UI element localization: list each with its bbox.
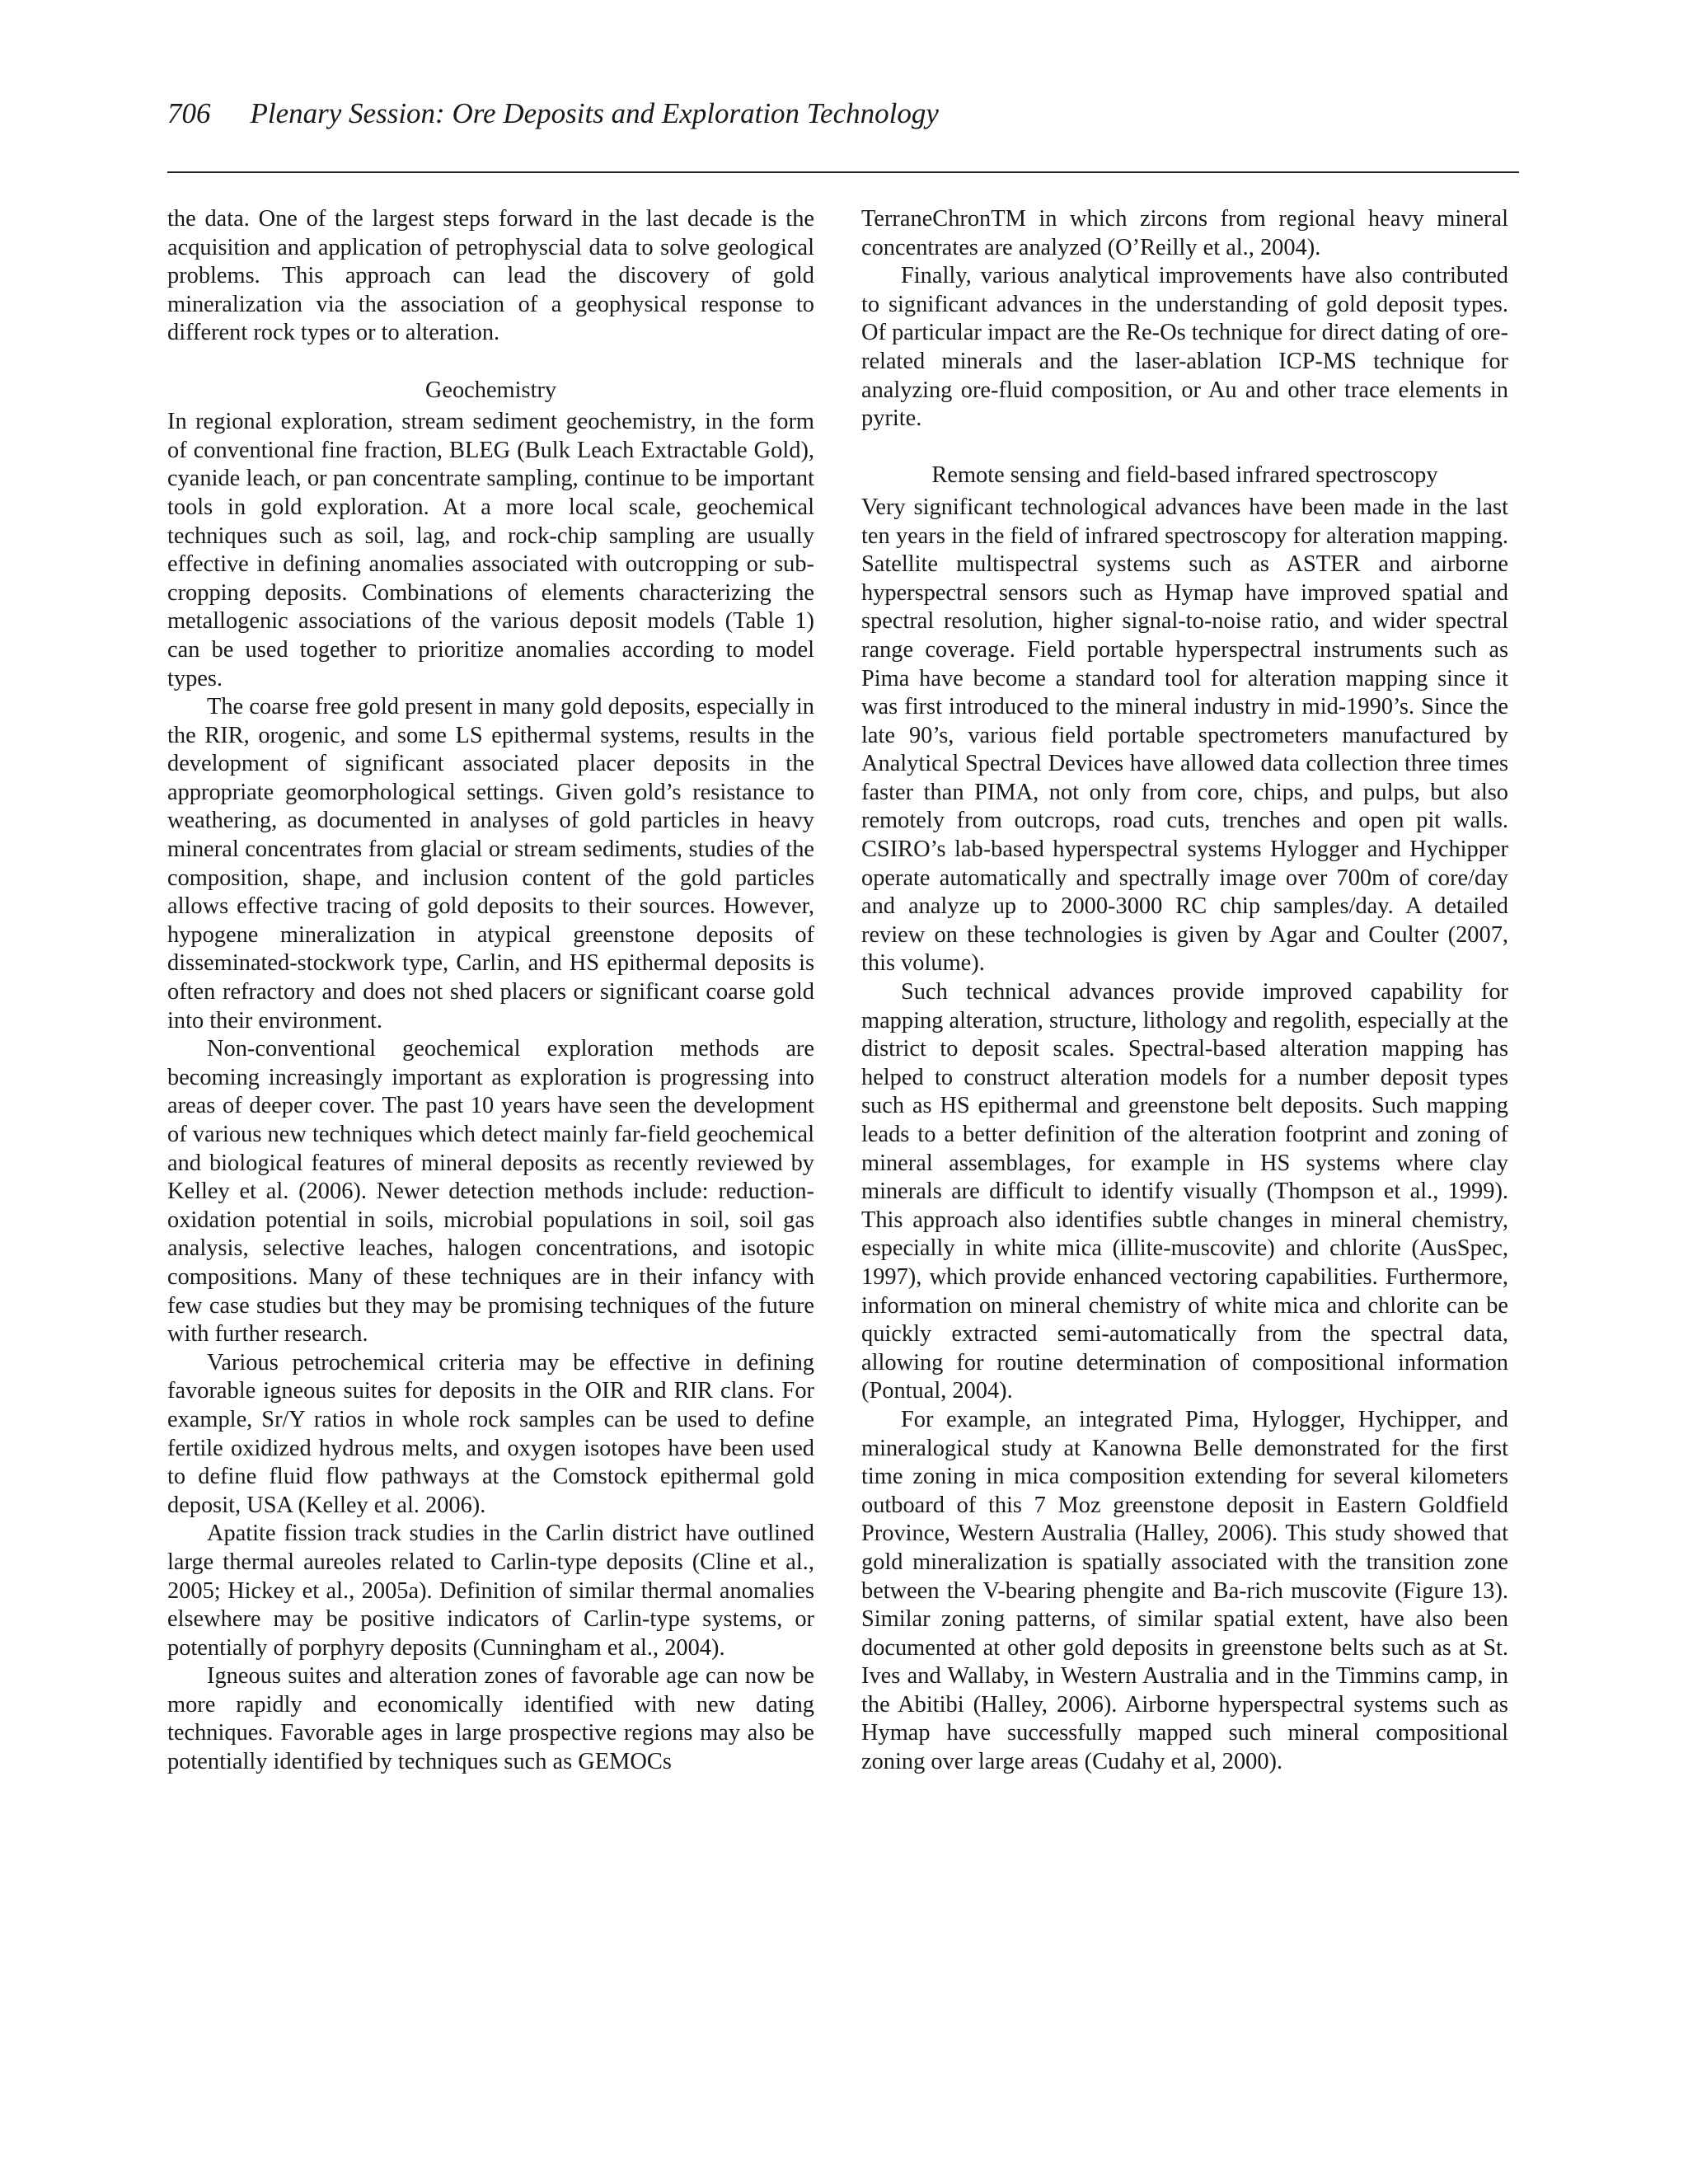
section-heading-geochemistry: Geochemistry [424, 377, 557, 403]
paragraph-continued: the data. One of the largest steps forward in the last decade is the acquisition and application of petrophyscial data to solve geological problems. This approach can lead the discovery of gold mineralization via the association of a geophysical response to different rock types or to alteration. [167, 206, 814, 346]
right-column [861, 205, 1508, 1777]
paragraph: In regional exploration, stream sediment geochemistry, in the form of conventional fine fraction, BLEG (Bulk Leach Extractable Gold), cyanide leach, or pan concentrate sampling, continue to be important tools in gold exploration. At a more local scale, geochemical techniques such as soil, lag, and rock-chip sampling are usually effective in defining anomalies associated with outcropping or sub-cropping deposits. Combinations of elements characterizing the metallogenic associations of the various deposit models (Table 1) can be used together to prioritize anomalies according to model types. [167, 409, 814, 691]
paragraph: Very significant technological advances have been made in the last ten years in the field of infrared spectroscopy for alteration mapping. Satellite multispectral systems such as ASTER and airborne hyperspectral sensors such as Hymap have improved spatial and spectral resolution, higher signal-to-noise ratio, and wider spectral range coverage. Field portable hyperspectral instruments such as Pima have become a standard tool for alteration mapping since it was first introduced to the mineral industry in mid-1990’s. Since the late 90’s, various field portable spectrometers manufactured by Analytical Spectral Devices have allowed data collection three times faster than PIMA, not only from core, chips, and pulps, but also remotely from outcrops, road cuts, trenches and open pit walls. CSIRO’s lab-based hyperspectral systems Hylogger and Hychipper operate automatically and spectrally image over 700m of core/day and analyze up to 2000-3000 RC chip samples/day. A detailed review on these technologies is given by Agar and Coulter (2007, this volume). [861, 494, 1508, 977]
paragraph: The coarse free gold present in many gold deposits, especially in the RIR, orogenic, and some LS epithermal systems, results in the development of significant associated placer deposits in the appropriate geomorphological settings. Given gold’s resistance to weathering, as documented in analyses of gold particles in heavy mineral concentrates from glacial or stream sediments, studies of the composition, shape, and inclusion content of the gold particles allows effective tracing of gold deposits to their sources. However, hypogene mineralization in atypical greenstone deposits of disseminated-stockwork type, Carlin, and HS epithermal deposits is often refractory and does not shed placers or significant coarse gold into their environment. [167, 694, 814, 1033]
paragraph: Igneous suites and alteration zones of favorable age can now be more rapidly and economically identified with new dating techniques. Favorable ages in large prospective regions may also be potentially identified by techniques such as GEMOCs [167, 1663, 814, 1775]
section-spacer [861, 434, 1508, 462]
paragraph: Non-conventional geochemical exploration methods are becoming increasingly important as exploration is progressing into areas of deeper cover. The past 10 years have seen the development of various new techniques which detect mainly far-field geochemical and biological features of mineral deposits as recently reviewed by Kelley et al. (2006). Newer detection methods include: reduction-oxidation potential in soils, microbial populations in soil, soil gas analysis, selective leaches, halogen concentrations, and isotopic compositions. Many of these techniques are in their infancy with few case studies but they may be promising techniques of the future with further research. [167, 1036, 814, 1347]
section-heading-remote-sensing: Remote sensing and field-based infrared spectroscopy [931, 462, 1438, 489]
running-title: Plenary Session: Ore Deposits and Exploration Technology [250, 97, 939, 129]
left-column [167, 205, 814, 1777]
paragraph: Various petrochemical criteria may be effective in defining favorable igneous suites for deposits in the OIR and RIR clans. For example, Sr/Y ratios in whole rock samples can be used to define fertile oxidized hydrous melts, and oxygen isotopes have been used to define fluid flow pathways at the Comstock epithermal gold deposit, USA (Kelley et al. 2006). [167, 1349, 814, 1518]
paragraph: Such technical advances provide improved capability for mapping alteration, structure, lithology and regolith, especially at the district to deposit scales. Spectral-based alteration mapping has helped to construct alteration models for a number deposit types such as HS epithermal and greenstone belt deposits. Such mapping leads to a better definition of the alteration footprint and zoning of mineral assemblages, for example in HS systems where clay minerals are difficult to identify visually (Thompson et al., 1999). This approach also identifies subtle changes in mineral chemistry, especially in white mica (illite-muscovite) and chlorite (AusSpec, 1997), which provide enhanced vectoring capabilities. Furthermore, information on mineral chemistry of white mica and chlorite can be quickly extracted semi-automatically from the spectral data, allowing for routine determination of compositional information (Pontual, 2004). [861, 979, 1508, 1404]
header-rule [167, 171, 1519, 173]
paragraph: Apatite fission track studies in the Carlin district have outlined large thermal aureoles related to Carlin-type deposits (Cline et al., 2005; Hickey et al., 2005a). Definition of similar thermal anomalies elsewhere may be positive indicators of Carlin-type systems, or potentially of porphyry deposits (Cunningham et al., 2004). [167, 1521, 814, 1661]
paragraph-continued: TerraneChronTM in which zircons from regional heavy mineral concentrates are analyzed (O’Reilly et al., 2004). [861, 206, 1508, 260]
section-spacer [167, 348, 814, 377]
running-header [167, 97, 1519, 130]
paragraph: Finally, various analytical improvements have also contributed to significant advances in the understanding of gold deposit types. Of particular impact are the Re-Os technique for direct dating of ore-related minerals and the laser-ablation ICP-MS technique for analyzing ore-fluid composition, or Au and other trace elements in pyrite. [861, 263, 1508, 432]
paragraph: For example, an integrated Pima, Hylogger, Hychipper, and mineralogical study at Kanowna Belle demonstrated for the first time zoning in mica composition extending for several kilometers outboard of this 7 Moz greenstone deposit in Eastern Goldfield Province, Western Australia (Halley, 2006). This study showed that gold mineralization is spatially associated with the transition zone between the V-bearing phengite and Ba-rich muscovite (Figure 13). Similar zoning patterns, of similar spatial extent, have also been documented at other gold deposits in greenstone belts such as at St. Ives and Wallaby, in Western Australia and in the Timmins camp, in the Abitibi (Halley, 2006). Airborne hyperspectral systems such as Hymap have successfully mapped such mineral compositional zoning over large areas (Cudahy et al, 2000). [861, 1406, 1508, 1775]
page-number: 706 [167, 97, 211, 129]
